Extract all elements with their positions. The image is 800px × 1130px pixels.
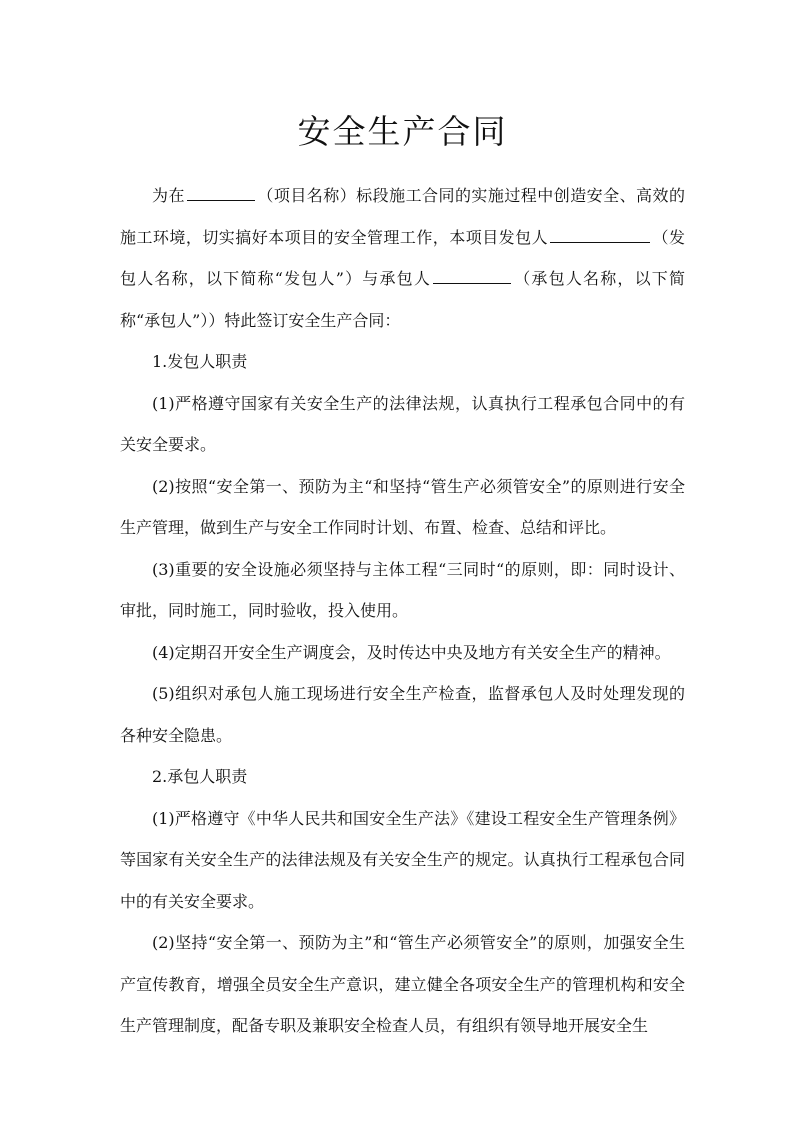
project-name-blank xyxy=(187,182,255,201)
contractor-duty-2: (2)坚持“安全第一、预防为主”和“管生产必须管安全”的原则，加强安全生产宣传教育，增强全员安全生产意识，建立健全各项安全生产的管理机构和安全生产管理制度，配备专职及兼职安全检查人员，有组织有领导地开展安全生 xyxy=(120,933,685,1035)
employer-duty-3: (3)重要的安全设施必须坚持与主体工程“三同时“的原则，即：同时设计、审批，同时施工，同时验收，投入使用。 xyxy=(120,559,685,620)
employer-duty-4: (4)定期召开安全生产调度会，及时传达中央及地方有关安全生产的精神。 xyxy=(152,642,671,662)
contractor-duty-1: (1)严格遵守《中华人民共和国安全生产法》《建设工程安全生产管理条例》等国家有关安全生产的法律法规及有关安全生产的规定。认真执行工程承包合同中的有关安全要求。 xyxy=(120,808,685,911)
contractor-name-blank xyxy=(433,265,511,284)
document-body xyxy=(120,175,685,1047)
section-heading-contractor: 2.承包人职责 xyxy=(152,767,248,786)
intro-paragraph xyxy=(120,175,685,341)
intro-text-2: （项目名称）标段施工合同的实施过程中创造安全、高效的施工环境，切实搞好本项目的安全管理工作，本项目发包人 xyxy=(120,186,685,247)
document-page xyxy=(120,0,685,1047)
employer-name-blank xyxy=(550,224,650,243)
employer-duty-5: (5)组织对承包人施工现场进行安全生产检查，监督承包人及时处理发现的各种安全隐患。 xyxy=(120,684,685,745)
employer-duty-1: (1)严格遵守国家有关安全生产的法律法规，认真执行工程承包合同中的有关安全要求。 xyxy=(120,393,685,454)
document-title: 安全生产合同 xyxy=(297,112,508,151)
section-heading-employer: 1.发包人职责 xyxy=(152,352,248,371)
intro-text-4: （承包人名称，以下简称“承包人”））特此签订安全生产合同： xyxy=(120,269,685,330)
employer-duty-2: (2)按照“安全第一、预防为主“和坚持“管生产必须管安全”的原则进行安全生产管理，做到生产与安全工作同时计划、布置、检查、总结和评比。 xyxy=(120,476,685,537)
intro-text-3: （发包人名称，以下简称“发包人”）与承包人 xyxy=(120,227,685,288)
intro-text-1: 为在 xyxy=(152,186,185,205)
